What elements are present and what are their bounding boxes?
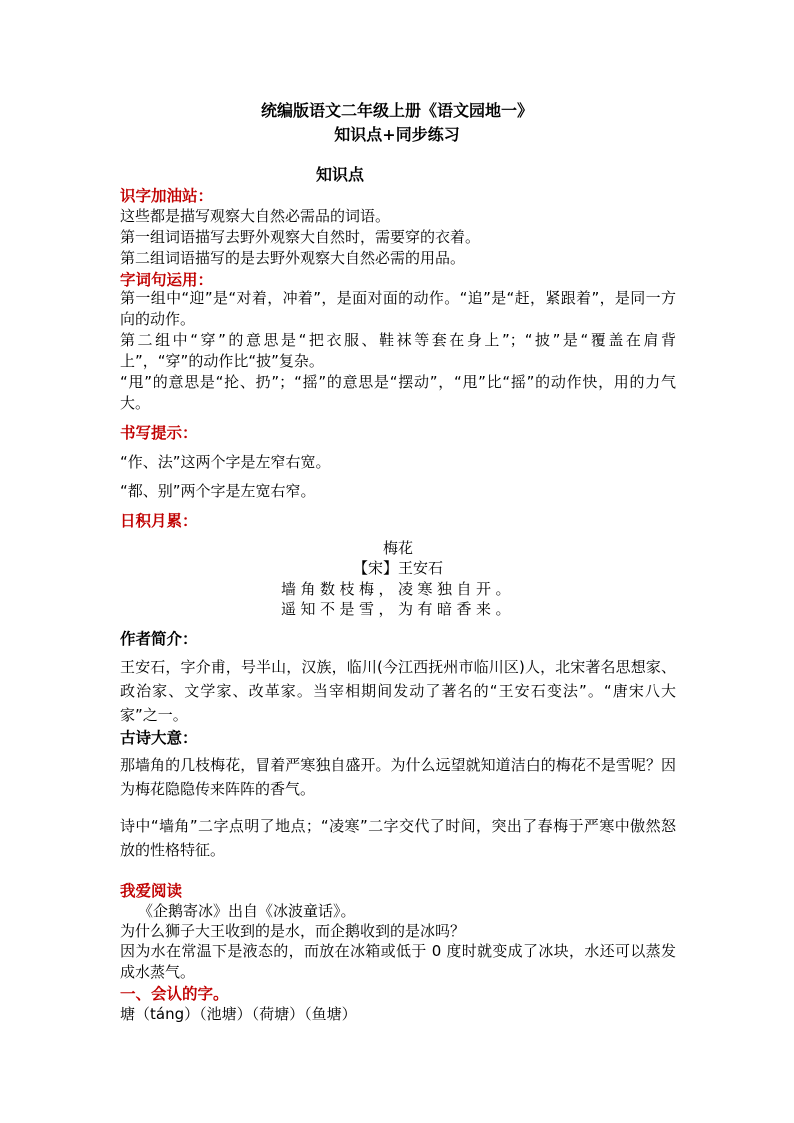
ciju-heading: 字词句运用： [120, 270, 214, 289]
dayi-paragraph: 诗中“墙角”二字点明了地点；“凌寒”二字交代了时间，突出了春梅于严寒中傲然怒放的性格特征。 [120, 817, 676, 859]
ciju-paragraph: “甩”的意思是“抡、扔”；“摇”的意思是“摆动”，“甩”比“摇”的动作快，用的力气大。 [120, 373, 676, 412]
poem-line: 墙角数枝梅，凌寒独自开。 [280, 580, 515, 598]
shizi-line: 这些都是描写观察大自然必需品的词语。 [120, 207, 391, 225]
dayi-heading: 古诗大意： [120, 728, 198, 747]
shuxie-line: “都、别”两个字是左宽右窄。 [120, 482, 316, 500]
author-paragraph: 王安石，字介甫，号半山，汉族，临川(今江西抚州市临川区)人，北宋著名思想家、政治家、文学家、改革家。当宰相期间发动了著名的“王安石变法”。“唐宋八大家”之一。 [120, 658, 676, 724]
exercise-line: 塘（táng）（池塘）（荷塘）（鱼塘） [120, 1005, 357, 1023]
shuxie-line: “作、法”这两个字是左窄右宽。 [120, 453, 331, 471]
yuedu-heading: 我爱阅读 [120, 881, 183, 900]
shizi-line: 第一组词语描写去野外观察大自然时，需要穿的衣着。 [120, 228, 481, 246]
poem-line: 遥知不是雪，为有暗香来。 [280, 600, 515, 618]
poem-author: 【宋】王安石 [352, 559, 443, 577]
shizi-heading: 识字加油站： [120, 186, 214, 205]
shuxie-heading: 书写提示： [120, 423, 198, 442]
dayi-paragraph: 那墙角的几枝梅花，冒着严寒独自盛开。为什么远望就知道洁白的梅花不是雪呢？因为梅花隐隐传来阵阵的香气。 [120, 756, 676, 798]
exercise-heading: 一、会认的字。 [120, 984, 229, 1003]
document-subtitle: 知识点+同步练习 [334, 125, 460, 144]
poem-title: 梅花 [382, 539, 413, 557]
shizi-line: 第二组词语描写的是去野外观察大自然必需的用品。 [120, 249, 466, 267]
section-title: 知识点 [315, 165, 364, 184]
riji-heading: 日积月累： [120, 511, 198, 530]
ciju-paragraph: 第二组中“穿”的意思是“把衣服、鞋袜等套在身上”；“披”是“覆盖在肩背上”，“穿”的动作比“披”复杂。 [120, 331, 676, 370]
yuedu-line: 为什么狮子大王收到的是水，而企鹅收到的是冰吗？ [120, 922, 466, 940]
yuedu-line: 《企鹅寄冰》出自《冰波童话》。 [138, 902, 356, 920]
yuedu-paragraph: 因为水在常温下是液态的，而放在冰箱或低于 0 度时就变成了冰块，水还可以蒸发成水蒸气。 [120, 942, 676, 981]
author-heading: 作者简介： [120, 629, 198, 648]
ciju-paragraph: 第一组中“迎”是“对着，冲着”，是面对面的动作。“追”是“赶，紧跟着”，是同一方向的动作。 [120, 289, 676, 328]
document-title: 统编版语文二年级上册《语文园地一》 [260, 101, 533, 120]
